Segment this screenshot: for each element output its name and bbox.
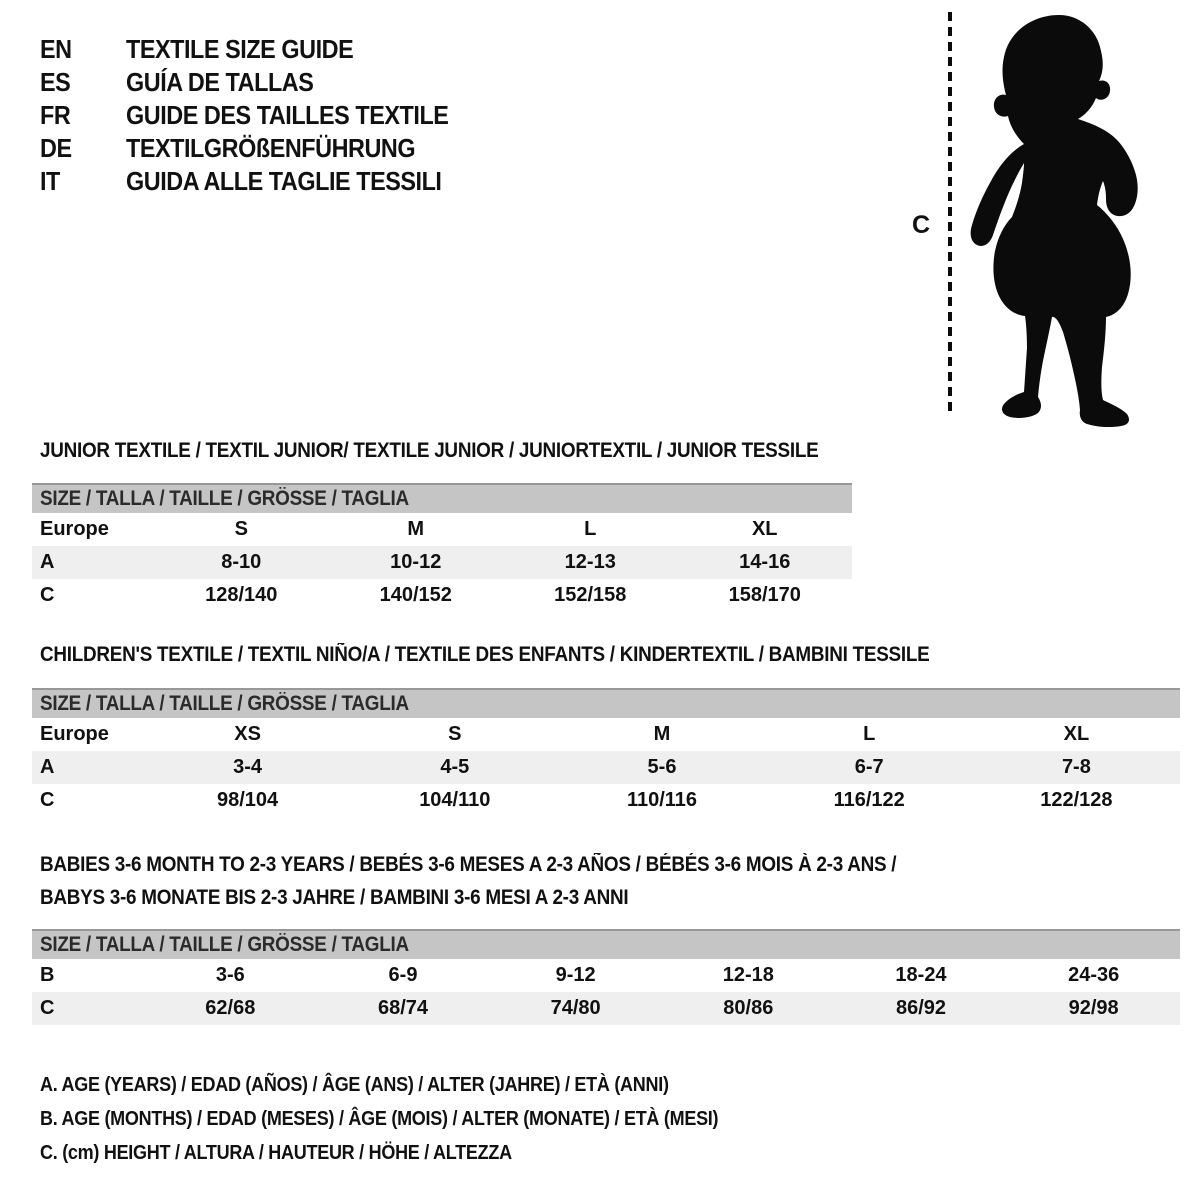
table-cell: M (407, 518, 425, 540)
table-cell: 6-9 (388, 964, 418, 986)
table-cell: 3-4 (233, 756, 263, 778)
language-row-de (40, 132, 484, 165)
language-title: GUIDA ALLE TAGLIE TESSILI (126, 166, 442, 196)
table-row-a (32, 751, 1180, 784)
table-cell: L (584, 518, 597, 540)
table-cell: 14-16 (739, 551, 791, 573)
table-cell: 5-6 (647, 756, 677, 778)
table-cell: 110/116 (626, 789, 698, 811)
table-cell: 104/110 (419, 789, 491, 811)
toddler-silhouette-icon (900, 8, 1160, 428)
table-cell: 9-12 (555, 964, 596, 986)
language-title: GUIDE DES TAILLES TEXTILE (126, 100, 449, 130)
table-cell: 4-5 (440, 756, 470, 778)
table-cell: 86/92 (895, 997, 947, 1019)
table-cell: 7-8 (1061, 756, 1091, 778)
table-cell: 98/104 (217, 789, 279, 811)
table-cell: 152/158 (554, 584, 627, 606)
table-cell: 140/152 (379, 584, 452, 606)
table-row-europe (32, 513, 852, 546)
row-label: C (40, 789, 55, 811)
table-cell: XS (234, 723, 261, 745)
language-code: ES (40, 67, 71, 97)
table-cell: 12-18 (722, 964, 774, 986)
table-cell: 122/128 (1040, 789, 1113, 811)
table-cell: 68/74 (377, 997, 429, 1019)
junior-size-table (32, 483, 852, 612)
table-cell: 74/80 (550, 997, 601, 1019)
table-row-c (32, 992, 1180, 1025)
size-header-band (32, 483, 852, 513)
table-row-b (32, 959, 1180, 992)
table-cell: 8-10 (221, 551, 262, 573)
language-row-en (40, 33, 484, 66)
height-measurement-label: C (912, 211, 931, 239)
table-row-a (32, 546, 852, 579)
table-cell: 128/140 (205, 584, 278, 606)
height-measurement-figure (900, 8, 1160, 428)
size-header-label: SIZE / TALLA / TAILLE / GRÖSSE / TAGLIA (40, 933, 409, 956)
table-cell: XL (1063, 723, 1090, 745)
row-label: Europe (40, 518, 109, 540)
row-label: B (40, 964, 55, 986)
table-cell: XL (751, 518, 778, 540)
table-row-c (32, 579, 852, 612)
table-cell: 80/86 (723, 997, 774, 1019)
table-cell: 62/68 (205, 997, 256, 1019)
language-code: FR (40, 100, 71, 130)
table-cell: 6-7 (854, 756, 884, 778)
table-row-europe (32, 718, 1180, 751)
table-row-c (32, 784, 1180, 817)
row-label: Europe (40, 723, 109, 745)
row-label: A (40, 756, 55, 778)
row-label: C (40, 584, 55, 606)
table-cell: S (234, 518, 248, 540)
children-size-table (32, 688, 1180, 817)
language-title: TEXTILGRÖßENFÜHRUNG (126, 133, 416, 163)
size-header-band (32, 929, 1180, 959)
language-row-es (40, 66, 484, 99)
size-header-band (32, 688, 1180, 718)
section-title-junior: JUNIOR TEXTILE / TEXTIL JUNIOR/ TEXTILE JUNIOR / JUNIORTEXTIL / JUNIOR TESSILE (40, 439, 819, 462)
language-title-list (40, 33, 484, 198)
table-cell: 116/122 (833, 789, 905, 811)
table-cell: 12-13 (564, 551, 616, 573)
row-label: A (40, 551, 55, 573)
language-code: IT (40, 166, 60, 196)
table-cell: 18-24 (895, 964, 947, 986)
section-title-children: CHILDREN'S TEXTILE / TEXTIL NIÑO/A / TEXTILE DES ENFANTS / KINDERTEXTIL / BAMBINI TESSILE (40, 643, 930, 666)
table-cell: 158/170 (728, 584, 801, 606)
section-title-babies-line2: BABYS 3-6 MONATE BIS 2-3 JAHRE / BAMBINI 3-6 MESI A 2-3 ANNI (40, 886, 629, 909)
table-cell: L (863, 723, 876, 745)
table-cell: 3-6 (215, 964, 245, 986)
language-row-it (40, 165, 484, 198)
measurement-legend (40, 1068, 794, 1170)
table-cell: M (653, 723, 671, 745)
table-cell: 24-36 (1068, 964, 1120, 986)
size-header-label: SIZE / TALLA / TAILLE / GRÖSSE / TAGLIA (40, 487, 409, 510)
table-cell: 92/98 (1068, 997, 1119, 1019)
language-title: GUÍA DE TALLAS (126, 67, 314, 97)
table-cell: S (448, 723, 462, 745)
toddler-silhouette-path (971, 15, 1138, 427)
row-label: C (40, 997, 55, 1019)
language-code: DE (40, 133, 72, 163)
legend-line-c: C. (cm) HEIGHT / ALTURA / HAUTEUR / HÖHE / ALTEZZA (40, 1141, 512, 1164)
language-title: TEXTILE SIZE GUIDE (126, 34, 354, 64)
legend-line-b: B. AGE (MONTHS) / EDAD (MESES) / ÂGE (MOIS) / ALTER (MONATE) / ETÀ (MESI) (40, 1107, 719, 1130)
language-code: EN (40, 34, 72, 64)
section-title-babies-line1: BABIES 3-6 MONTH TO 2-3 YEARS / BEBÉS 3-6 MESES A 2-3 AÑOS / BÉBÉS 3-6 MOIS À 2-3 ANS / (40, 853, 897, 876)
legend-line-a: A. AGE (YEARS) / EDAD (AÑOS) / ÂGE (ANS) / ALTER (JAHRE) / ETÀ (ANNI) (40, 1073, 669, 1096)
babies-size-table (32, 929, 1180, 1025)
table-cell: 10-12 (390, 551, 442, 573)
language-row-fr (40, 99, 484, 132)
size-header-label: SIZE / TALLA / TAILLE / GRÖSSE / TAGLIA (40, 692, 409, 715)
